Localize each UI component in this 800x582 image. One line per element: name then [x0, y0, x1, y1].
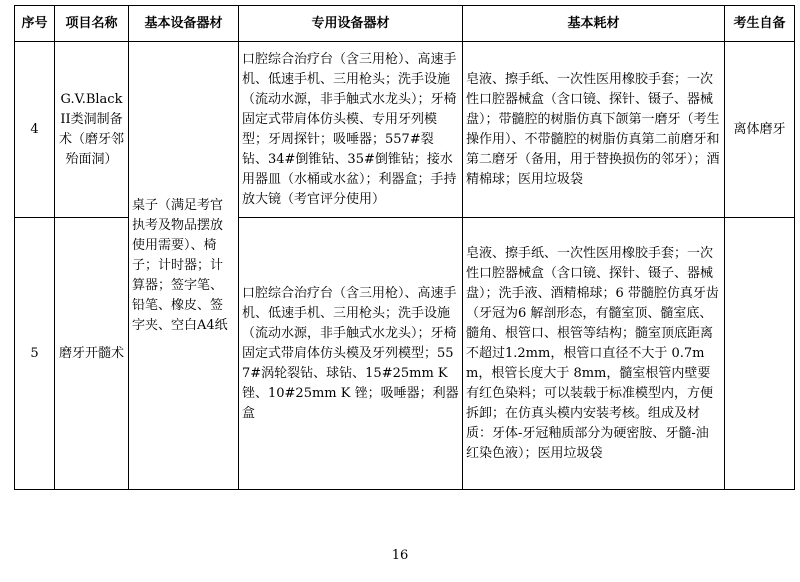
row-consumables: 皂液、擦手纸、一次性医用橡胶手套；一次性口腔器械盒（含口镜、探针、镊子、器械盘）；洗手液、酒精棉球；6 带髓腔仿真牙齿（牙冠为6 解剖形态，有髓室顶、髓室底、髓角、根管口、根管等结构；髓室顶底距离不超过1.2mm，根管口直径不大于 0.7mm，根管长度大于 8mm，髓室根管内壁要有红色染料；可以装载于标准模型内，方便拆卸；在仿真头模内安装考核。组成及材质：牙体-牙冠釉质部分为硬密胺、牙髓-油红染色液）；医用垃圾袋	[463, 218, 725, 490]
row-self-prepared: 离体磨牙	[725, 42, 795, 218]
row-project-name: G.V.Black II类洞制备术（磨牙邻殆面洞）	[55, 42, 129, 218]
row-self-prepared	[725, 218, 795, 490]
row-special-equipment: 口腔综合治疗台（含三用枪）、高速手机、低速手机、三用枪头；洗手设施（流动水源，非手触式水龙头）；牙椅固定式带肩体仿头模、专用牙列模型；牙周探针；吸唾器；557#裂钻、34#倒锥钻、35#倒锥钻；接水用器皿（水桶或水盆）；利器盒；手持放大镜（考官评分使用）	[239, 42, 463, 218]
header-special-equipment: 专用设备器材	[239, 6, 463, 42]
equipment-table	[14, 5, 795, 490]
page-number: 16	[391, 548, 409, 563]
row-no: 4	[15, 42, 55, 218]
header-basic-equipment: 基本设备器材	[129, 6, 239, 42]
header-self-prepared: 考生自备	[725, 6, 795, 42]
row-consumables: 皂液、擦手纸、一次性医用橡胶手套；一次性口腔器械盒（含口镜、探针、镊子、器械盘）；带髓腔的树脂仿真下颌第一磨牙（考生操作用）、不带髓腔的树脂仿真第二前磨牙和第二磨牙（备用，用于替换损伤的邻牙）；酒精棉球；医用垃圾袋	[463, 42, 725, 218]
header-no: 序号	[15, 6, 55, 42]
table-row	[15, 42, 795, 218]
row-project-name: 磨牙开髓术	[55, 218, 129, 490]
row-special-equipment: 口腔综合治疗台（含三用枪）、高速手机、低速手机、三用枪头；洗手设施（流动水源，非手触式水龙头）；牙椅固定式带肩体仿头模及牙列模型；557#涡轮裂钻、球钻、15#25mm K 锉、10#25mm K 锉；吸唾器；利器盒	[239, 218, 463, 490]
row-no: 5	[15, 218, 55, 490]
row-basic-equipment: 桌子（满足考官执考及物品摆放使用需要）、椅子；计时器；计算器；签字笔、铅笔、橡皮、签字夹、空白A4纸	[129, 42, 239, 490]
header-project-name: 项目名称	[55, 6, 129, 42]
table-header-row	[15, 6, 795, 42]
header-consumables: 基本耗材	[463, 6, 725, 42]
